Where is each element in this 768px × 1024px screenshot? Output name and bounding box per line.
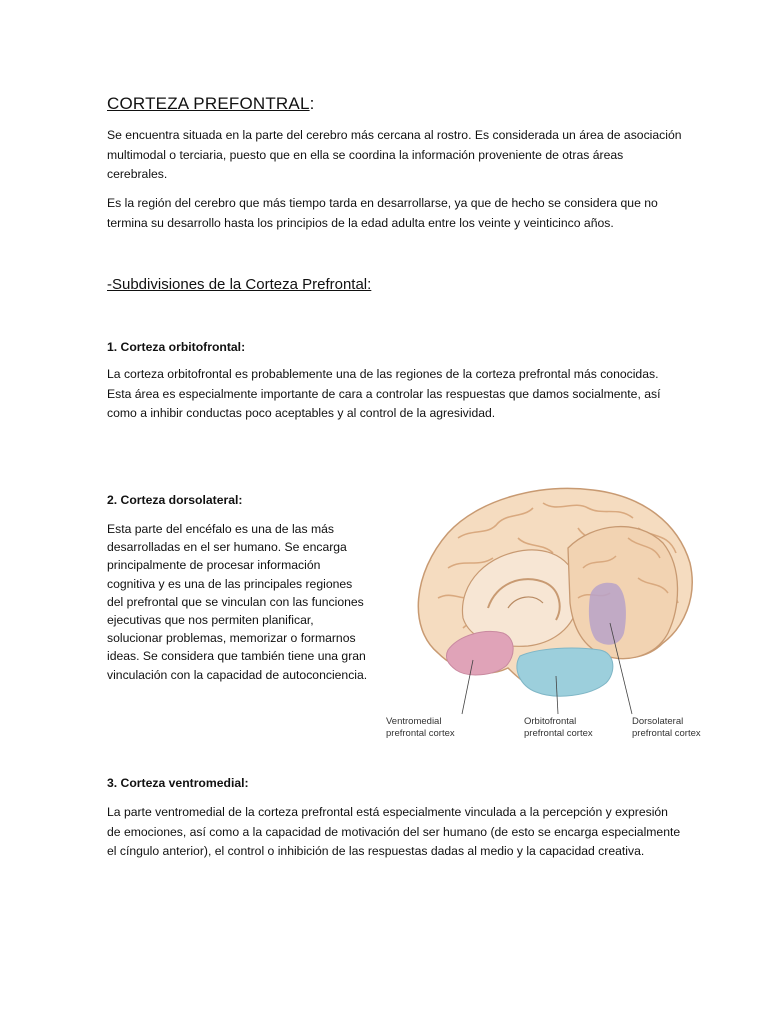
- page-title-colon: :: [309, 94, 315, 113]
- brain-illustration: [378, 478, 718, 743]
- caption-dorsolateral-line2: prefrontal cortex: [632, 728, 701, 739]
- subdivisions-heading: -Subdivisiones de la Corteza Prefrontal:: [107, 276, 372, 293]
- section-heading-orbitofrontal: 1. Corteza orbitofrontal:: [107, 340, 246, 354]
- section-text-orbitofrontal: La corteza orbitofrontal es probablemente una de las regiones de la corteza prefrontal más conocidas. Esta área es especialmente importante de cara a controlar las respuestas que damos socialmente, así como a inhibir conductas poco aceptables y al control de la agresividad.: [107, 367, 661, 420]
- caption-orbitofrontal: [524, 716, 593, 740]
- caption-dorsolateral: [632, 716, 701, 740]
- caption-orbitofrontal-line1: Orbitofrontal: [524, 716, 577, 727]
- right-hemisphere: [568, 527, 678, 659]
- page-title-text: CORTEZA PREFONTRAL: [107, 94, 310, 113]
- section-heading-ventromedial: 3. Corteza ventromedial:: [107, 776, 249, 790]
- section-heading-dorsolateral: 2. Corteza dorsolateral:: [107, 493, 243, 507]
- brain-figure: [378, 478, 718, 743]
- caption-ventromedial-line2: prefrontal cortex: [386, 728, 455, 739]
- orbitofrontal-region: [517, 648, 613, 696]
- caption-ventromedial: [386, 716, 455, 740]
- section-text-dorsolateral: Esta parte del encéfalo es una de las más desarrolladas en el ser humano. Se encarga principalmente de procesar información cognitiva y es una de las principales regiones del prefrontal que se vinculan con las funciones ejecutivas que nos permiten planificar, solucionar problemas, memorizar o formarnos ideas. Se considera que también tiene una gran vinculación con la capacidad de autoconciencia.: [107, 522, 368, 682]
- dorsolateral-region: [589, 583, 626, 645]
- caption-dorsolateral-line1: Dorsolateral: [632, 716, 684, 727]
- caption-orbitofrontal-line2: prefrontal cortex: [524, 728, 593, 739]
- intro-paragraph-2: Es la región del cerebro que más tiempo tarda en desarrollarse, ya que de hecho se considera que no termina su desarrollo hasta los principios de la edad adulta entre los veinte y veinticinco años.: [107, 196, 658, 230]
- caption-ventromedial-line1: Ventromedial: [386, 716, 442, 727]
- intro-paragraph-1: Se encuentra situada en la parte del cerebro más cercana al rostro. Es considerada un área de asociación multimodal o terciaria, puesto que en ella se coordina la información proveniente de otras áreas cerebrales.: [107, 128, 682, 181]
- page-title: [107, 94, 315, 114]
- section-text-ventromedial: La parte ventromedial de la corteza prefrontal está especialmente vinculada a la percepción y expresión de emociones, así como a la capacidad de motivación del ser humano (de esto se encarga especialmente el cíngulo anterior), el control o inhibición de las respuestas dadas al medio y la capacidad creativa.: [107, 805, 681, 858]
